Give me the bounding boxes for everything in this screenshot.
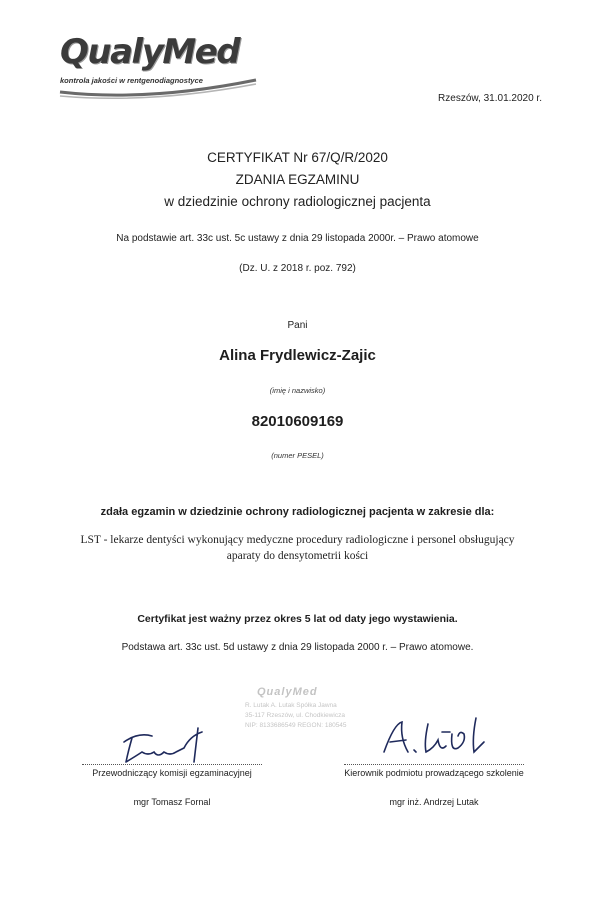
issue-date: Rzeszów, 31.01.2020 r. <box>438 93 542 104</box>
stamp-line-2: R. Lutak A. Lutak Spółka Jawna <box>245 702 337 709</box>
journal-reference: (Dz. U. z 2018 r. poz. 792) <box>239 263 356 274</box>
left-signature-role: Przewodniczący komisji egzaminacyjnej <box>92 768 252 778</box>
logo-wordmark: QualyMed <box>60 32 240 72</box>
stamp-company: QualyMed <box>257 686 318 698</box>
right-signature-icon <box>380 712 490 762</box>
certificate-field: w dziedzinie ochrony radiologicznej pacjenta <box>164 194 431 209</box>
recipient-name-note: (imię i nazwisko) <box>269 386 326 395</box>
exam-statement: zdała egzamin w dziedzinie ochrony radiologicznej pacjenta w zakresie dla: <box>100 506 495 518</box>
left-signature-line <box>82 764 262 765</box>
recipient-name: Alina Frydlewicz-Zajic <box>219 347 376 364</box>
stamp-line-4: NIP: 8133686549 REGON: 180545 <box>245 722 347 729</box>
left-signature-name: mgr Tomasz Fornal <box>133 797 211 807</box>
legal-basis: Na podstawie art. 33c ust. 5c ustawy z dnia 29 listopada 2000r. – Prawo atomowe <box>116 233 479 244</box>
stamp-line-3: 35-117 Rzeszów, ul. Chodkiewicza <box>245 712 345 719</box>
certificate-number: CERTYFIKAT Nr 67/Q/R/2020 <box>207 150 388 165</box>
scope-line-2: aparaty do densytometrii kości <box>226 550 369 562</box>
recipient-pesel: 82010609169 <box>251 413 344 430</box>
right-signature-name: mgr inż. Andrzej Lutak <box>389 797 479 807</box>
right-signature-line <box>344 764 524 765</box>
basis-footer: Podstawa art. 33c ust. 5d ustawy z dnia 29 listopada 2000 r. – Prawo atomowe. <box>121 642 474 653</box>
right-signature-role: Kierownik podmiotu prowadzącego szkolenie <box>344 768 524 778</box>
company-stamp <box>245 686 375 741</box>
recipient-pesel-note: (numer PESEL) <box>271 451 324 460</box>
scope-line-1: LST - lekarze dentyści wykonujący medyczne procedury radiologiczne i personel obsługujący <box>80 534 515 546</box>
validity-statement: Certyfikat jest ważny przez okres 5 lat od daty jego wystawienia. <box>137 613 458 625</box>
left-signature-icon <box>118 722 218 768</box>
certificate-subtitle: ZDANIA EGZAMINU <box>235 172 360 187</box>
salutation: Pani <box>287 320 308 331</box>
logo-tagline: kontrola jakości w rentgenodiagnostyce <box>60 76 203 85</box>
